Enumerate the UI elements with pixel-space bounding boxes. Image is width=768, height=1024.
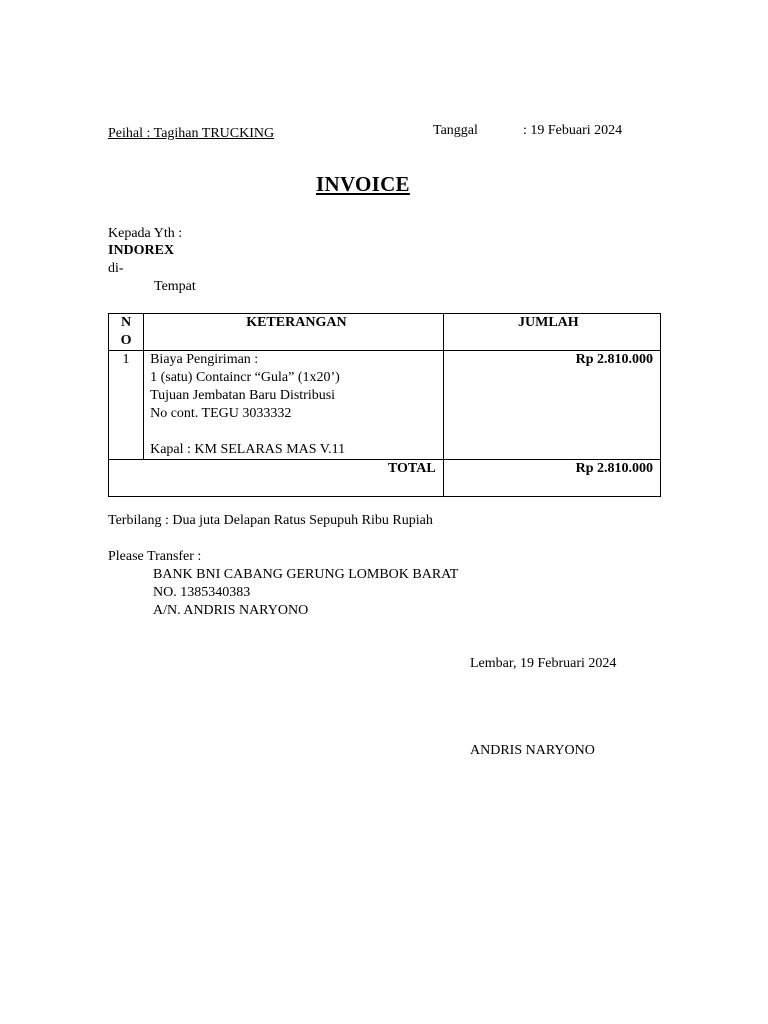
transfer-label: Please Transfer : bbox=[108, 549, 202, 564]
row-no: 1 bbox=[109, 351, 144, 460]
transfer-account-name: A/N. ANDRIS NARYONO bbox=[153, 603, 309, 618]
row-amount: Rp 2.810.000 bbox=[443, 351, 660, 460]
recipient-di: di- bbox=[108, 261, 124, 276]
header-amount: JUMLAH bbox=[443, 314, 660, 351]
header-no-line2: O bbox=[120, 333, 132, 348]
row-desc-line: Biaya Pengiriman : bbox=[150, 352, 259, 367]
recipient-name: INDOREX bbox=[108, 243, 175, 258]
transfer-account-no: NO. 1385340383 bbox=[153, 585, 251, 600]
signature-name: ANDRIS NARYONO bbox=[470, 743, 595, 758]
header-no-line1: N bbox=[120, 315, 132, 330]
recipient-place: Tempat bbox=[154, 279, 196, 294]
date-value: : 19 Febuari 2024 bbox=[523, 123, 623, 138]
invoice-table bbox=[108, 313, 661, 497]
row-desc-line: Kapal : KM SELARAS MAS V.11 bbox=[150, 442, 346, 457]
recipient-greeting: Kepada Yth : bbox=[108, 226, 183, 241]
table-total-row bbox=[109, 460, 661, 497]
invoice-title: INVOICE bbox=[316, 172, 410, 196]
total-amount: Rp 2.810.000 bbox=[443, 460, 660, 497]
table-row bbox=[109, 351, 661, 460]
row-desc-line: 1 (satu) Containcr “Gula” (1x20’) bbox=[150, 370, 340, 385]
subject-line: Peihal : Tagihan TRUCKING bbox=[108, 126, 275, 141]
row-desc-line: Tujuan Jembatan Baru Distribusi bbox=[150, 388, 336, 403]
spelled-out-amount: Terbilang : Dua juta Delapan Ratus Sepupuh Ribu Rupiah bbox=[108, 513, 433, 528]
signature-place-date: Lembar, 19 Februari 2024 bbox=[470, 656, 617, 671]
row-desc-line bbox=[150, 423, 443, 441]
header-description: KETERANGAN bbox=[144, 314, 444, 351]
table-header-row bbox=[109, 314, 661, 351]
date-label: Tanggal bbox=[433, 123, 478, 138]
transfer-bank: BANK BNI CABANG GERUNG LOMBOK BARAT bbox=[153, 567, 459, 582]
header-no bbox=[109, 314, 144, 351]
row-desc-line: No cont. TEGU 3033332 bbox=[150, 406, 292, 421]
total-label: TOTAL bbox=[109, 460, 444, 497]
row-description bbox=[144, 351, 444, 460]
